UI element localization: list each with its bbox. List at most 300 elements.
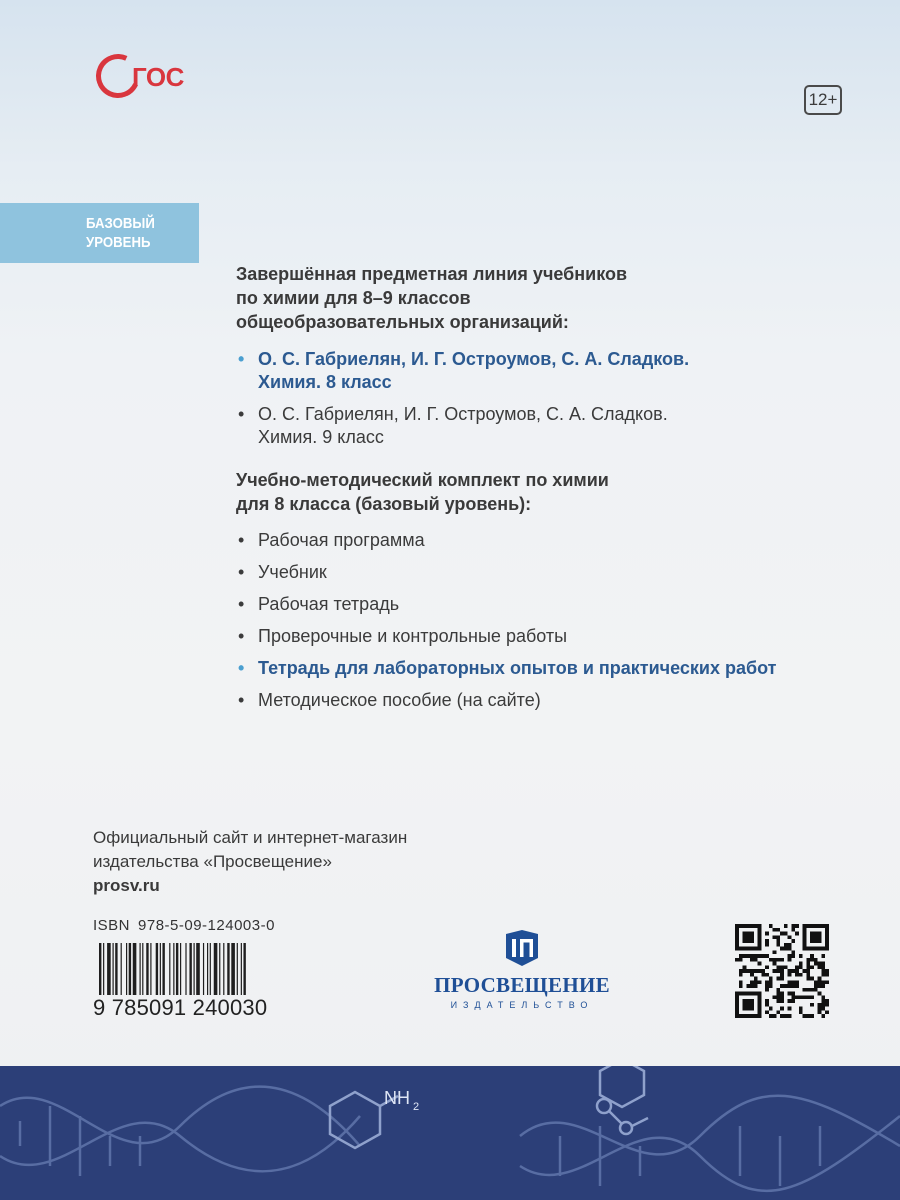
qr-module — [818, 924, 822, 928]
qr-module — [758, 969, 762, 973]
qr-module — [806, 924, 810, 928]
qr-module — [739, 958, 743, 962]
barcode-bar — [243, 943, 245, 995]
barcode-bar — [146, 943, 148, 995]
qr-module — [754, 969, 758, 973]
qr-module — [799, 962, 803, 966]
barcode-bar — [121, 943, 122, 995]
qr-module — [818, 1007, 822, 1011]
qr-module — [735, 947, 739, 951]
qr-module — [761, 973, 765, 977]
qr-module — [803, 935, 807, 939]
qr-module — [735, 995, 739, 999]
qr-module — [743, 932, 747, 936]
qr-module — [799, 995, 803, 999]
qr-module — [735, 999, 739, 1003]
qr-module — [746, 984, 750, 988]
qr-module — [791, 939, 795, 943]
qr-module — [780, 992, 784, 996]
qr-module — [788, 980, 792, 984]
qr-module — [735, 1007, 739, 1011]
barcode-bar — [185, 943, 186, 995]
qr-module — [821, 924, 825, 928]
qr-module — [735, 935, 739, 939]
qr-module — [818, 962, 822, 966]
barcode-digits: 9 785091 240030 — [93, 995, 268, 1020]
qr-module — [776, 939, 780, 943]
qr-module — [743, 947, 747, 951]
qr-module — [810, 932, 814, 936]
qr-module — [773, 935, 777, 939]
publisher-mark-icon — [502, 928, 542, 968]
barcode-bar — [207, 943, 208, 995]
qr-module — [814, 939, 818, 943]
qr-module — [780, 984, 784, 988]
qr-module — [780, 965, 784, 969]
qr-module — [791, 992, 795, 996]
qr-module — [788, 999, 792, 1003]
qr-module — [743, 999, 747, 1003]
barcode-bar — [142, 943, 143, 995]
qr-module — [754, 954, 758, 958]
qr-module — [821, 984, 825, 988]
qr-module — [739, 984, 743, 988]
qr-module — [743, 935, 747, 939]
qr-module — [758, 962, 762, 966]
qr-module — [788, 969, 792, 973]
qr-module — [750, 1007, 754, 1011]
qr-module — [743, 939, 747, 943]
qr-module — [769, 1007, 773, 1011]
qr-module — [791, 950, 795, 954]
qr-module — [784, 984, 788, 988]
qr-module — [750, 1003, 754, 1007]
qr-module — [746, 954, 750, 958]
qr-module — [780, 932, 784, 936]
qr-module — [750, 992, 754, 996]
qr-module — [776, 969, 780, 973]
publisher-logo-sub: ИЗДАТЕЛЬСТВО — [450, 1000, 594, 1010]
qr-module — [758, 924, 762, 928]
qr-module — [806, 995, 810, 999]
qr-module — [821, 965, 825, 969]
qr-module — [758, 947, 762, 951]
qr-module — [746, 999, 750, 1003]
qr-module — [806, 962, 810, 966]
qr-module — [735, 1014, 739, 1018]
qr-module — [825, 973, 829, 977]
qr-module — [773, 958, 777, 962]
qr-module — [814, 988, 818, 992]
qr-module — [765, 1010, 769, 1014]
qr-module — [810, 988, 814, 992]
kit-list — [236, 524, 876, 716]
qr-module — [821, 1007, 825, 1011]
qr-module — [773, 928, 777, 932]
isbn-number: 978-5-09-124003-0 — [138, 917, 275, 934]
qr-module — [780, 999, 784, 1003]
qr-module — [821, 962, 825, 966]
qr-module — [780, 969, 784, 973]
qr-module — [743, 992, 747, 996]
barcode-bar — [189, 943, 191, 995]
qr-module — [739, 1014, 743, 1018]
qr-module — [765, 965, 769, 969]
qr-module — [803, 995, 807, 999]
qr-module — [754, 980, 758, 984]
qr-module — [810, 965, 814, 969]
barcode-bar — [115, 943, 117, 995]
kit-heading — [236, 468, 876, 516]
publisher-info — [93, 826, 407, 898]
qr-module — [818, 1003, 822, 1007]
qr-module — [735, 992, 739, 996]
barcode-bar — [210, 943, 211, 995]
qr-module — [746, 932, 750, 936]
barcode-bar — [203, 943, 204, 995]
qr-module — [795, 980, 799, 984]
qr-module — [758, 932, 762, 936]
qr-module — [795, 969, 799, 973]
qr-module — [784, 924, 788, 928]
qr-module — [746, 935, 750, 939]
qr-module — [799, 1007, 803, 1011]
qr-module — [773, 969, 777, 973]
barcode-bar — [169, 943, 170, 995]
qr-module — [780, 947, 784, 951]
qr-module — [739, 969, 743, 973]
molecule-pattern-icon — [0, 1066, 900, 1200]
qr-module — [758, 995, 762, 999]
qr-module — [780, 977, 784, 981]
publisher-logo-name: ПРОСВЕЩЕНИЕ — [434, 973, 610, 997]
qr-module — [776, 958, 780, 962]
qr-module — [788, 954, 792, 958]
qr-module — [788, 935, 792, 939]
qr-module — [791, 954, 795, 958]
barcode-bar — [173, 943, 174, 995]
qr-module — [750, 1014, 754, 1018]
qr-module — [788, 1014, 792, 1018]
barcode-bar — [219, 943, 220, 995]
qr-module — [776, 965, 780, 969]
qr-module — [769, 958, 773, 962]
isbn-line — [93, 917, 305, 934]
qr-module — [803, 947, 807, 951]
level-tab — [0, 203, 199, 263]
qr-module — [735, 932, 739, 936]
qr-module — [821, 947, 825, 951]
qr-module — [818, 932, 822, 936]
series-item-authors: • О. С. Габриелян, И. Г. Остроумов, С. А. Сладков. — [258, 404, 668, 424]
qr-module — [746, 1003, 750, 1007]
publisher-info-line1: Официальный сайт и интернет-магазин — [93, 828, 408, 847]
qr-module — [825, 935, 829, 939]
qr-module — [780, 995, 784, 999]
kit-item: • Учебник — [236, 556, 876, 588]
qr-module — [806, 969, 810, 973]
barcode-bar — [214, 943, 218, 995]
series-item-title: Химия. 8 класс — [258, 372, 392, 392]
qr-module — [735, 943, 739, 947]
qr-module — [776, 943, 780, 947]
qr-module — [769, 984, 773, 988]
qr-module — [776, 992, 780, 996]
series-heading-line2: по химии для 8–9 классов — [236, 288, 471, 308]
qr-module — [788, 958, 792, 962]
qr-module — [818, 980, 822, 984]
qr-module — [758, 999, 762, 1003]
series-heading-line1: Завершённая предметная линия учебников — [236, 264, 628, 284]
qr-module — [769, 980, 773, 984]
series-heading-line3: общеобразовательных организаций: — [236, 312, 569, 332]
kit-heading-line2: для 8 класса (базовый уровень): — [236, 494, 532, 514]
barcode-bar — [162, 943, 164, 995]
qr-module — [821, 1014, 825, 1018]
qr-module — [776, 935, 780, 939]
qr-module — [746, 969, 750, 973]
barcode-bar — [241, 943, 242, 995]
qr-module — [799, 1010, 803, 1014]
qr-module — [784, 943, 788, 947]
qr-module — [758, 943, 762, 947]
qr-module — [818, 984, 822, 988]
qr-module — [788, 1007, 792, 1011]
qr-module — [765, 932, 769, 936]
qr-module — [814, 980, 818, 984]
qr-module — [780, 1014, 784, 1018]
qr-module — [761, 954, 765, 958]
qr-module — [814, 962, 818, 966]
qr-module — [750, 947, 754, 951]
qr-module — [743, 924, 747, 928]
publisher-logo — [422, 928, 622, 1018]
qr-module — [743, 954, 747, 958]
qr-module — [784, 965, 788, 969]
qr-module — [758, 939, 762, 943]
qr-module — [773, 962, 777, 966]
qr-module — [791, 995, 795, 999]
barcode-bar — [99, 943, 101, 995]
qr-module — [765, 939, 769, 943]
qr-module — [806, 973, 810, 977]
qr-module — [750, 980, 754, 984]
qr-module — [795, 973, 799, 977]
qr-module — [791, 924, 795, 928]
qr-module — [735, 958, 739, 962]
barcode-bar — [196, 943, 200, 995]
qr-module — [743, 1014, 747, 1018]
qr-module — [765, 999, 769, 1003]
qr-module — [765, 954, 769, 958]
qr-module — [791, 928, 795, 932]
qr-module — [818, 965, 822, 969]
qr-module — [825, 969, 829, 973]
qr-module — [799, 965, 803, 969]
kit-item: • Рабочая тетрадь — [236, 588, 876, 620]
qr-code-icon[interactable] — [735, 924, 829, 1018]
barcode-bar — [223, 943, 224, 995]
qr-module — [773, 950, 777, 954]
qr-module — [788, 943, 792, 947]
qr-module — [825, 980, 829, 984]
qr-module — [814, 932, 818, 936]
barcode-bar — [133, 943, 137, 995]
barcode-bar — [176, 943, 178, 995]
series-list — [236, 348, 876, 449]
qr-module — [810, 958, 814, 962]
qr-module — [746, 992, 750, 996]
qr-module — [795, 995, 799, 999]
level-tab-line1: БАЗОВЫЙ — [86, 215, 155, 232]
qr-module — [754, 984, 758, 988]
qr-module — [739, 973, 743, 977]
qr-module — [814, 984, 818, 988]
qr-module — [814, 947, 818, 951]
qr-module — [769, 1014, 773, 1018]
qr-module — [758, 980, 762, 984]
qr-module — [750, 939, 754, 943]
qr-module — [810, 995, 814, 999]
qr-module — [746, 1014, 750, 1018]
qr-module — [791, 999, 795, 1003]
qr-module — [810, 947, 814, 951]
qr-module — [743, 1003, 747, 1007]
qr-module — [810, 1014, 814, 1018]
qr-module — [821, 980, 825, 984]
qr-module — [784, 947, 788, 951]
qr-module — [784, 1014, 788, 1018]
qr-module — [758, 954, 762, 958]
qr-module — [735, 928, 739, 932]
qr-module — [810, 935, 814, 939]
qr-module — [810, 954, 814, 958]
kit-section — [236, 468, 876, 716]
qr-module — [746, 924, 750, 928]
barcode-bar — [129, 943, 131, 995]
qr-module — [806, 1014, 810, 1018]
qr-module — [739, 992, 743, 996]
amine-subscript: 2 — [413, 1101, 420, 1113]
qr-module — [791, 980, 795, 984]
barcode-bar — [103, 943, 104, 995]
qr-module — [746, 939, 750, 943]
qr-module — [814, 924, 818, 928]
level-tab-line2: УРОВЕНЬ — [86, 234, 151, 251]
series-heading — [236, 262, 876, 334]
qr-module — [754, 977, 758, 981]
amine-label: NH — [384, 1088, 410, 1108]
qr-module — [739, 954, 743, 958]
qr-module — [769, 924, 773, 928]
qr-module — [758, 1010, 762, 1014]
barcode-bar — [231, 943, 235, 995]
qr-module — [818, 1010, 822, 1014]
qr-module — [803, 943, 807, 947]
age-rating-badge: 12+ — [804, 85, 842, 115]
qr-module — [750, 973, 754, 977]
isbn-block — [93, 917, 305, 1020]
qr-module — [821, 995, 825, 999]
series-item-authors: • О. С. Габриелян, И. Г. Остроумов, С. А. Сладков. — [258, 349, 690, 369]
qr-module — [765, 980, 769, 984]
qr-module — [810, 1003, 814, 1007]
barcode-bar — [140, 943, 141, 995]
qr-module — [821, 999, 825, 1003]
qr-module — [758, 935, 762, 939]
qr-module — [758, 1003, 762, 1007]
qr-module — [825, 1010, 829, 1014]
qr-module — [795, 984, 799, 988]
qr-module — [806, 947, 810, 951]
qr-module — [750, 935, 754, 939]
qr-module — [818, 935, 822, 939]
qr-module — [743, 1007, 747, 1011]
qr-module — [776, 995, 780, 999]
qr-module — [765, 984, 769, 988]
barcode-bar — [237, 943, 238, 995]
qr-module — [821, 973, 825, 977]
qr-module — [825, 947, 829, 951]
qr-module — [776, 928, 780, 932]
qr-module — [758, 1014, 762, 1018]
barcode-bar — [113, 943, 114, 995]
qr-module — [821, 1003, 825, 1007]
qr-module — [799, 973, 803, 977]
qr-module — [754, 947, 758, 951]
barcode-bar — [150, 943, 151, 995]
publisher-site-link[interactable]: prosv.ru — [93, 876, 160, 895]
fgos-logo-text: ГОС — [132, 62, 184, 92]
qr-module — [765, 943, 769, 947]
qr-module — [776, 999, 780, 1003]
qr-module — [754, 958, 758, 962]
kit-item: • Рабочая программа — [236, 524, 876, 556]
qr-module — [739, 980, 743, 984]
qr-module — [743, 965, 747, 969]
series-item-grade9 — [236, 403, 876, 449]
barcode-bar — [156, 943, 158, 995]
publisher-info-line2: издательства «Просвещение» — [93, 852, 332, 871]
barcode-bar — [107, 943, 111, 995]
qr-module — [754, 1014, 758, 1018]
qr-module — [761, 969, 765, 973]
qr-module — [810, 939, 814, 943]
qr-module — [758, 928, 762, 932]
qr-module — [784, 932, 788, 936]
qr-module — [818, 947, 822, 951]
qr-module — [825, 924, 829, 928]
kit-heading-line1: Учебно-методический комплект по химии — [236, 470, 609, 490]
series-section — [236, 262, 876, 449]
qr-module — [806, 977, 810, 981]
qr-module — [765, 973, 769, 977]
qr-module — [758, 992, 762, 996]
kit-item-highlighted: • Тетрадь для лабораторных опытов и практических работ — [236, 652, 876, 684]
qr-module — [806, 958, 810, 962]
qr-module — [803, 969, 807, 973]
qr-module — [825, 932, 829, 936]
qr-module — [765, 1003, 769, 1007]
qr-module — [750, 984, 754, 988]
qr-module — [780, 958, 784, 962]
qr-module — [750, 932, 754, 936]
qr-module — [810, 924, 814, 928]
qr-module — [795, 932, 799, 936]
qr-module — [776, 988, 780, 992]
qr-module — [776, 1010, 780, 1014]
qr-module — [795, 924, 799, 928]
